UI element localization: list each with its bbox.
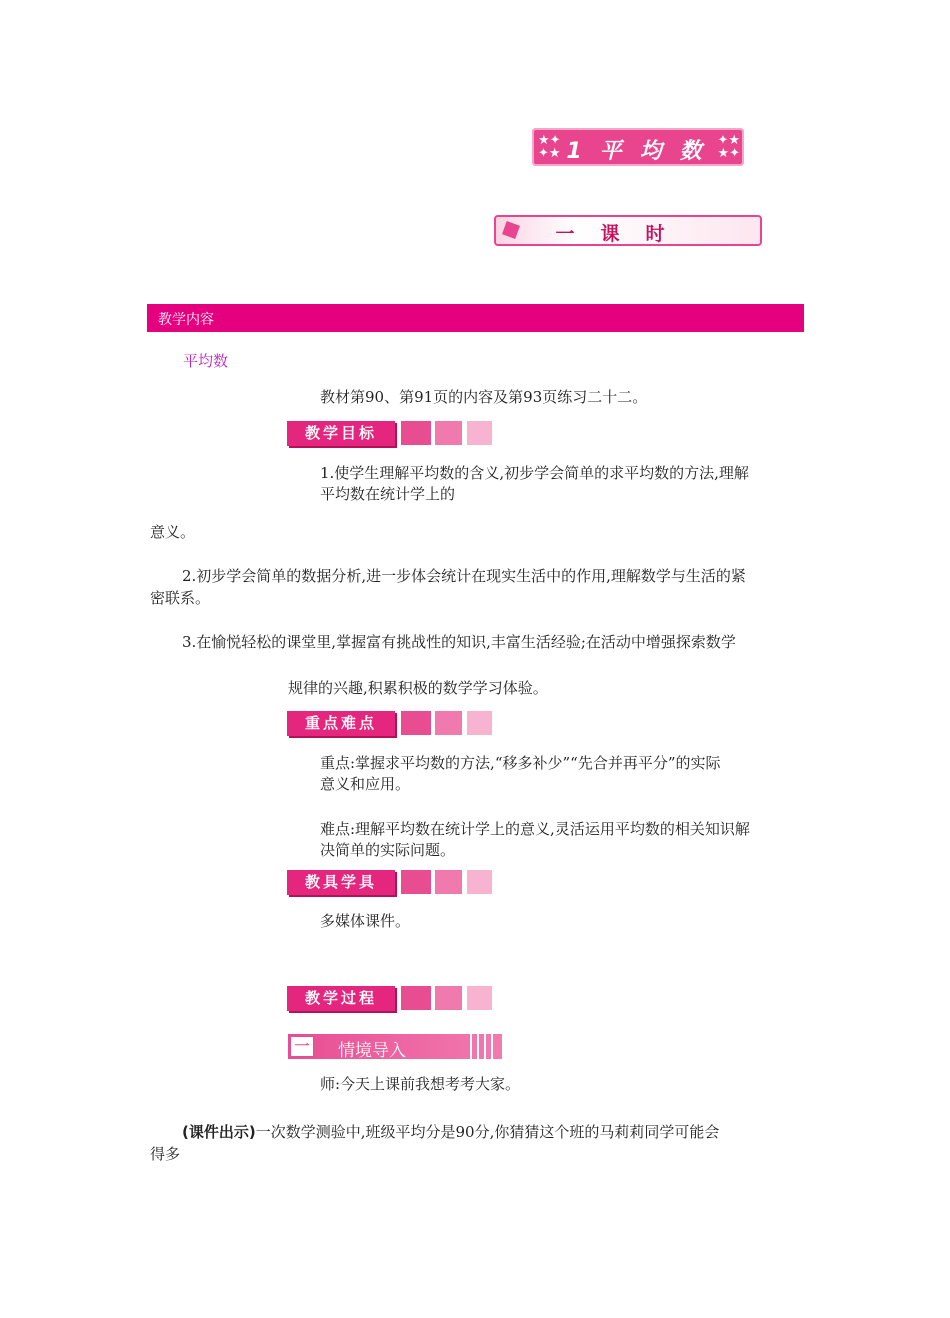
period-label: 一课时 (555, 223, 691, 245)
goal-1-line-3: 意义。 (150, 523, 196, 541)
process-text-2-line-2: 得多 (150, 1145, 181, 1163)
lesson-title-banner (532, 128, 744, 166)
goal-3-line-1: 3.在愉悦轻松的课堂里,掌握富有挑战性的知识,丰富生活经验;在活动中增强探索数学 (182, 633, 736, 651)
tools-text: 多媒体课件。 (320, 912, 411, 930)
keypoint-2-line-2: 决简单的实际问题。 (320, 841, 456, 859)
star-decoration-icon: ★✦ ✦★ (538, 133, 561, 161)
process-text-2-line-1 (182, 1122, 719, 1143)
goal-2-line-2: 密联系。 (150, 589, 211, 607)
courseware-label: (课件出示) (182, 1123, 256, 1141)
content-text: 教材第90、第91页的内容及第93页练习二十二。 (320, 388, 648, 406)
topic-heading: 平均数 (183, 352, 229, 370)
keypoint-1-line-2: 意义和应用。 (320, 775, 411, 793)
diamond-icon (502, 221, 520, 239)
lesson-title: 1平均数 (566, 139, 720, 164)
process-text-2: 一次数学测验中,班级平均分是90分,你猜猜这个班的马莉莉同学可能会 (255, 1123, 720, 1141)
period-banner (494, 215, 762, 246)
tools-tag-label: 教具学具 (287, 870, 395, 895)
process-text-1: 师:今天上课前我想考考大家。 (320, 1075, 521, 1093)
stripes-decoration (470, 1034, 498, 1059)
goal-3-line-2: 规律的兴趣,积累积极的数学学习体验。 (288, 679, 548, 697)
subsection-number: 一 (290, 1036, 314, 1057)
star-decoration-icon: ✦★ ★✦ (717, 133, 740, 161)
goal-1-line-2: 平均数在统计学上的 (320, 485, 456, 503)
keypoint-2-line-1: 难点:理解平均数在统计学上的意义,灵活运用平均数的相关知识解 (320, 820, 750, 838)
goal-2-line-1: 2.初步学会简单的数据分析,进一步体会统计在现实生活中的作用,理解数学与生活的紧 (182, 567, 746, 585)
section-label: 教学内容 (158, 312, 214, 328)
goal-1-line-1: 1.使学生理解平均数的含义,初步学会简单的求平均数的方法,理解 (320, 464, 749, 482)
goals-tag-label: 教学目标 (287, 421, 395, 446)
keypoints-tag-label: 重点难点 (287, 711, 395, 736)
subsection-banner (288, 1034, 502, 1059)
keypoint-1-line-1: 重点:掌握求平均数的方法,“移多补少”“先合并再平分”的实际 (320, 754, 721, 772)
subsection-label: 情境导入 (338, 1041, 406, 1061)
process-tag-label: 教学过程 (287, 986, 395, 1011)
section-header-bar (147, 304, 804, 332)
